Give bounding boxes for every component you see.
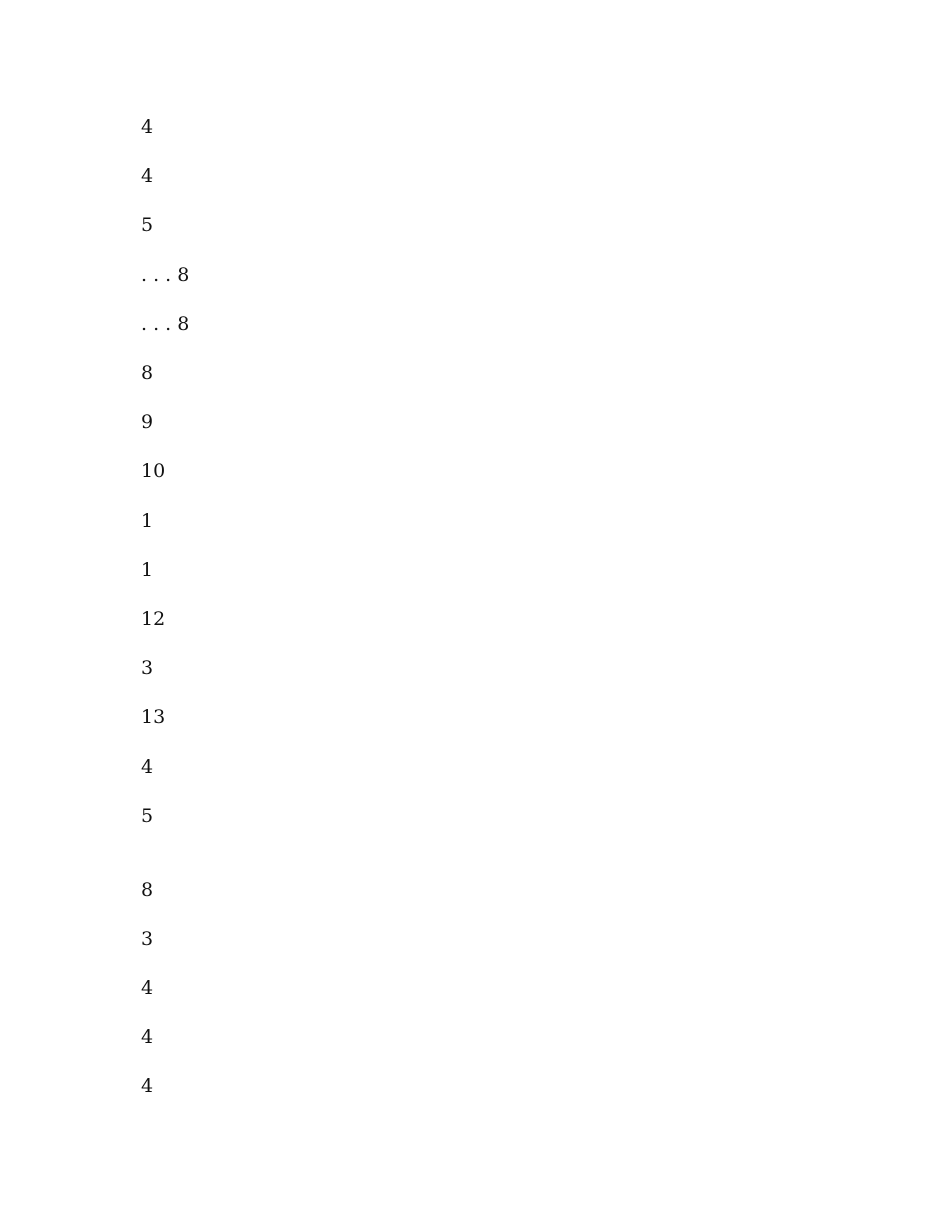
toc-page-continuation: 3 [141,928,154,950]
toc-page-continuation: 1 [141,559,154,581]
toc-page-continuation: 4 [141,116,154,138]
toc-page-continuation: 9 [141,411,154,433]
toc-page-continuation: 12 [141,608,166,630]
toc-page-continuation: 13 [141,706,166,728]
toc-page-continuation: 4 [141,165,154,187]
toc-page-continuation: 8 [141,362,154,384]
toc-page-continuation: 4 [141,1026,154,1048]
toc-page-continuation: 8 [141,879,154,901]
toc-page-continuation: 4 [141,756,154,778]
toc-page-continuation: 5 [141,805,154,827]
toc-page-continuation: 10 [141,460,166,482]
toc-page-continuation: 4 [141,1075,154,1097]
toc-page-continuation: . . . 8 [141,313,190,335]
toc-page-continuation: 1 [141,510,154,532]
toc-page-continuation: . . . 8 [141,264,190,286]
toc-page-continuation: 3 [141,657,154,679]
toc-page-continuation: 4 [141,977,154,999]
toc-page-continuation: 5 [141,214,154,236]
